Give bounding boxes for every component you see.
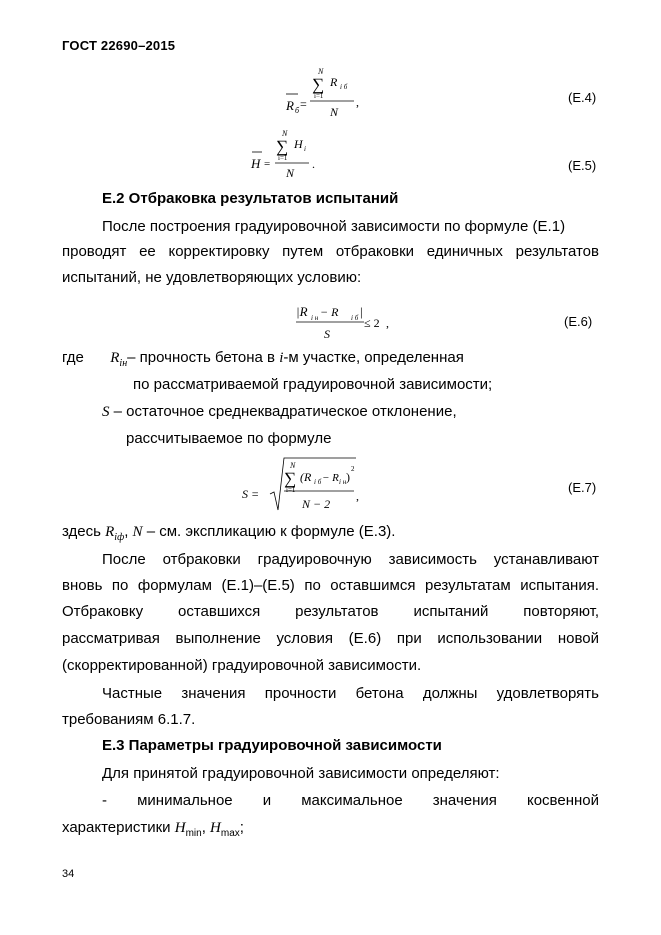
equation-number-e5: (Е.5) [568,158,597,173]
symbol-r-sub: iн [119,358,128,369]
paragraph-line: вновь по формулам (Е.1)–(Е.5) по оставшимся результатам испытания. [62,577,599,594]
paragraph-line: (скорректированной) градуировочной зависимости. [62,657,422,674]
text-fragment: , [201,819,211,836]
e5-term-sub: i [304,145,306,153]
paragraph-line: испытаний, не удовлетворяющих условию: [62,269,362,286]
paragraph-line: Отбраковку оставшихся результатов испытаний повторяют, [62,603,599,620]
symbol-h-sub: max [220,828,240,839]
e7-sum-bottom: i=1 [286,486,296,494]
e7-sigma: ∑ [284,469,297,488]
text-fragment: ; [239,819,244,836]
e4-lhs: R [286,98,294,113]
e5-lhs: H [251,156,261,171]
paragraph-line: рассматривая выполнение условия (Е.6) при использовании новой [62,630,599,647]
text-fragment: , [124,523,133,540]
equation-number-e4: (Е.4) [568,90,597,105]
symbol-r-sub: iф [114,532,125,543]
e4-sum-top: N [318,67,324,76]
formula-e4 [280,66,370,122]
section-heading-e2: Е.2 Отбраковка результатов испытаний [102,190,399,207]
text-fragment: здесь [62,523,106,540]
e6-denominator: S [324,327,330,341]
page-number: 34 [62,868,75,880]
list-item-line: - минимальное и максимальное значения косвенной [102,792,599,809]
e5-tail: . [312,157,315,171]
symbol-s: S [102,404,110,420]
e4-lhs-sub: б [295,106,300,115]
e6-tail: , [386,316,389,330]
definition-continuation: рассчитываемое по формуле [126,430,332,447]
definition-continuation: по рассматриваемой градуировочной зависимости; [133,376,493,393]
symbol-h-sub: min [185,828,202,839]
text-fragment: характеристики [62,819,175,836]
document-header: ГОСТ 22690–2015 [62,38,176,53]
list-item-continuation [62,818,244,844]
equation-number-e6: (Е.6) [564,314,593,329]
e7-minus: − R [322,472,339,484]
e4-equals: = [300,97,307,111]
text-fragment: – см. экспликацию к формуле (Е.3). [142,523,396,540]
e7-sub1: i б [314,478,322,486]
e7-sub2: i н [339,478,347,486]
formula-e7 [240,454,364,518]
e7-sum-top: N [290,461,296,470]
paragraph-line: Частные значения прочности бетона должны удовлетворять [102,685,599,702]
e7-term-close: ) [346,470,350,484]
e6-numerator: |R [296,304,308,319]
e7-term-open: (R [300,470,312,484]
e5-term: H [294,137,303,151]
e4-sum-bottom: i=1 [314,92,324,100]
definition-text: – остаточное среднеквадратическое отклонение, [109,403,457,420]
definition-text: -м участке, определенная [283,349,464,366]
definition-row-r [62,348,464,374]
equation-number-e7: (Е.7) [568,480,597,495]
formula-e6 [294,296,394,344]
e4-sigma: ∑ [312,75,325,94]
e5-sigma: ∑ [276,137,289,156]
e7-power: 2 [351,465,355,473]
section-heading-e3: Е.3 Параметры градуировочной зависимости [102,737,442,754]
e4-denominator: N [330,105,339,119]
e7-denominator: N − 2 [302,497,331,511]
e5-equals: = [264,158,271,170]
formula-e5 [246,128,336,182]
e7-tail: , [356,489,359,503]
symbol-n: N [132,524,143,540]
e7-lhs: S = [242,487,260,501]
e6-bar: | [360,304,363,319]
symbol-r: R [110,350,120,366]
paragraph-line: Для принятой градуировочной зависимости определяют: [102,765,500,782]
e6-minus: − R [320,305,339,319]
e4-term: R [330,75,338,89]
paragraph-line: проводят ее корректировку путем отбраковки единичных результатов [62,243,599,260]
explication-line [62,522,395,548]
paragraph-line: требованиям 6.1.7. [62,711,196,728]
where-label: где [62,349,84,366]
e6-rhs: ≤ 2 [364,316,380,330]
e6-sub1: i н [311,314,319,322]
symbol-h: H [210,820,221,836]
e5-sum-bottom: i=1 [278,154,288,162]
e5-denominator: N [286,166,295,180]
definition-row-s [102,402,457,422]
paragraph-line: После построения градуировочной зависимости по формуле (Е.1) [102,218,566,235]
e6-sub2: i б [351,314,359,322]
e5-sum-top: N [282,129,288,138]
definition-text: – прочность бетона в [127,349,280,366]
symbol-h: H [174,820,186,836]
paragraph-line: После отбраковки градуировочную зависимость устанавливают [102,551,599,568]
symbol-r: R [105,524,115,540]
e4-term-sub: i б [340,83,348,91]
symbol-i: i [279,350,284,366]
e4-tail: , [356,95,359,109]
